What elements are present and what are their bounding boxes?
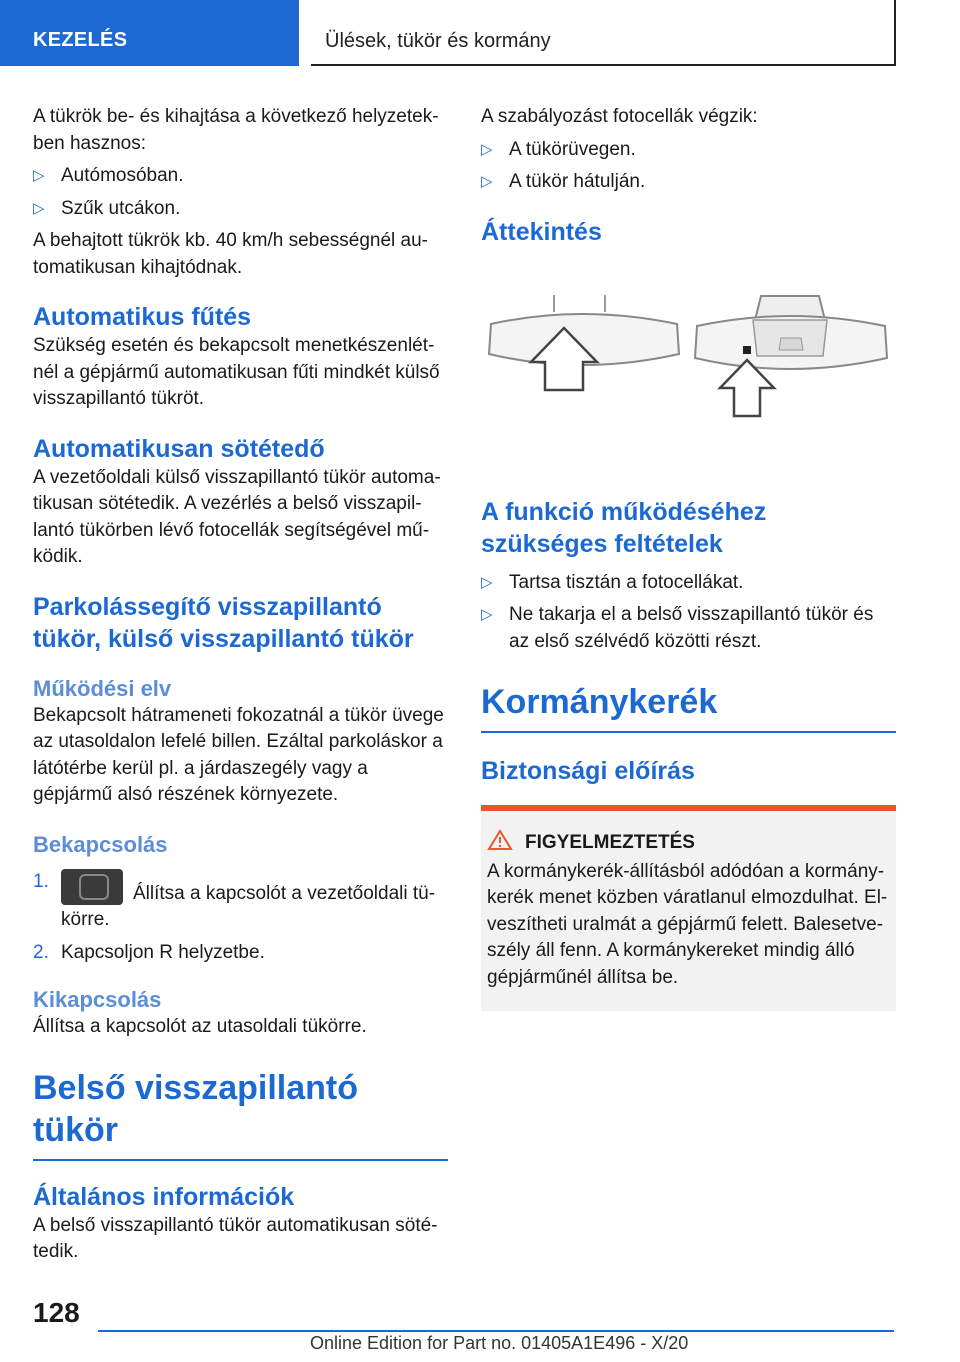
control-text: A szabályozást fotocellák végzik: xyxy=(481,106,758,127)
list-item-text: Szűk utcákon. xyxy=(61,197,181,219)
footer-edition: Online Edition for Part no. 01405A1E496 - X/20 xyxy=(310,1333,689,1353)
heading-switch-off: Kikapcsolás xyxy=(33,987,162,1012)
list-item xyxy=(481,137,896,164)
triangle-bullet-icon: ▷ xyxy=(481,573,493,591)
heading-general-info: Általános információk xyxy=(33,1182,295,1211)
list-item xyxy=(33,163,448,190)
list-item xyxy=(33,196,448,223)
header-chapter-label: Ülések, tükör és kormány xyxy=(325,30,551,52)
auto-heat-text: Szükség esetén és bekapcsolt menetkészenlét-nél a gépjármű automatikusan fűti mindkét külső visszapillantó tükröt. xyxy=(33,335,440,409)
intro-text: A tükrök be- és kihajtása a következő helyzetek-ben hasznos: xyxy=(33,106,439,154)
list-item-text: A tükörüvegen. xyxy=(509,138,636,160)
warning-title: FIGYELMEZTETÉS xyxy=(525,832,695,853)
step-number: 1. xyxy=(33,870,49,892)
mirror-illustration xyxy=(481,290,895,420)
heading-steering-wheel: Kormánykerék xyxy=(481,681,896,733)
right-column xyxy=(481,104,896,1011)
triangle-bullet-icon: ▷ xyxy=(481,606,493,623)
heading-inner-mirror: Belső visszapillantó tükör xyxy=(33,1067,448,1161)
step-item xyxy=(33,869,448,934)
auto-dim-text: A vezetőoldali külső visszapillantó tükör automa-tikusan sötétedik. A vezérlés a belső visszapil-lantó tükörben lévő fotocellák segítségével mű-ködik. xyxy=(33,466,441,567)
warning-heading xyxy=(487,829,888,857)
step-text: Állítsa a kapcsolót a vezetőoldali tü-körre. xyxy=(61,882,436,930)
list-item-text: Tartsa tisztán a fotocellákat. xyxy=(509,571,744,593)
heading-principle: Működési elv xyxy=(33,675,172,701)
heading-auto-dim: Automatikusan sötétedő xyxy=(33,434,325,463)
list-item xyxy=(481,602,896,655)
heading-overview: Áttekintés xyxy=(481,217,602,246)
step-text: Kapcsoljon R helyzetbe. xyxy=(61,941,265,963)
warning-text: A kormánykerék-állításból adódóan a kormány-kerék menet közben váratlanul elmozdulhat. El-veszítheti uralmát a gépjármű felett. Balesetve-szély áll fenn. A kormánykereket mindig álló gépjárműnél állítsa be. xyxy=(487,860,888,988)
list-item xyxy=(481,169,896,196)
triangle-bullet-icon: ▷ xyxy=(481,173,493,190)
list-item xyxy=(481,570,896,597)
list-item-text: Autómosóban. xyxy=(61,165,184,186)
footer-divider xyxy=(98,1330,894,1332)
header-section-label: KEZELÉS xyxy=(33,29,128,51)
triangle-bullet-icon: ▷ xyxy=(33,199,45,217)
page-number: 128 xyxy=(33,1297,80,1328)
switch-off-text: Állítsa a kapcsolót az utasoldali tükörre. xyxy=(33,1016,367,1037)
warning-triangle-icon xyxy=(487,829,513,851)
general-info-text: A belső visszapillantó tükör automatikusan söté-tedik. xyxy=(33,1214,438,1262)
principle-text: Bekapcsolt hátrameneti fokozatnál a tükör üvege az utasoldalon lefelé billen. Ezáltal parkoláskor a látótérbe kerül pl. a járdaszegély vagy a gépjármű alsó részének környezete. xyxy=(33,704,444,805)
step-number: 2. xyxy=(33,941,49,963)
header-chapter-tab xyxy=(311,0,896,66)
header-section-tab xyxy=(0,0,299,66)
triangle-bullet-icon: ▷ xyxy=(33,167,45,184)
warning-box xyxy=(481,805,896,1011)
heading-conditions: A funkció működéséhez szükséges feltételek xyxy=(481,497,767,558)
mirror-switch-icon xyxy=(61,869,123,905)
heading-parking-mirror: Parkolássegítő visszapillantó tükör, külső visszapillantó tükör xyxy=(33,592,414,653)
list-item-text: A tükör hátulján. xyxy=(509,171,646,192)
heading-auto-heat: Automatikus fűtés xyxy=(33,303,252,331)
intro-after-text: A behajtott tükrök kb. 40 km/h sebességnél au-tomatikusan kihajtódnak. xyxy=(33,230,429,278)
step-item xyxy=(33,940,448,967)
triangle-bullet-icon: ▷ xyxy=(481,140,493,158)
sensor-marker-icon xyxy=(743,346,751,354)
heading-switch-on: Bekapcsolás xyxy=(33,831,168,857)
heading-safety: Biztonsági előírás xyxy=(481,757,695,785)
left-column xyxy=(33,104,448,1266)
list-item-text: Ne takarja el a belső visszapillantó tükör és az első szélvédő közötti részt. xyxy=(509,604,874,652)
